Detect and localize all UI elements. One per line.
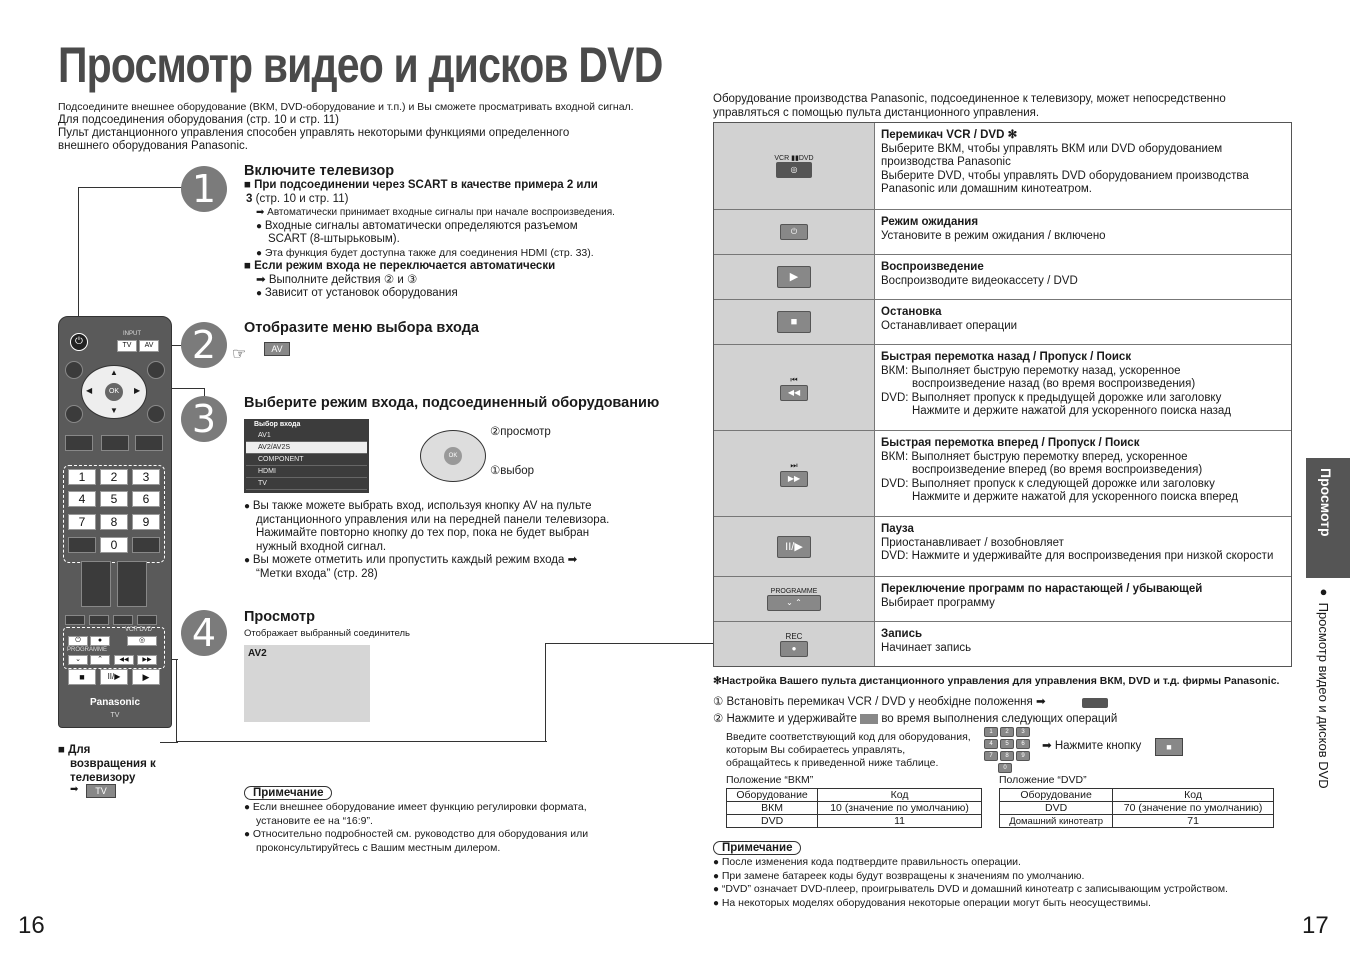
vcr-position-label: Положение “ВКМ”: [726, 774, 814, 786]
page-title: Просмотр видео и дисков DVD: [58, 37, 663, 93]
av-button[interactable]: AV: [139, 340, 159, 352]
table-row: [1000, 802, 1274, 815]
note-text: ● “DVD” означает DVD-плеер, проигрыватель DVD и домашний кинотеатр с записывающим устройством.: [713, 883, 1303, 897]
stop-icon: ■: [1155, 738, 1183, 756]
programme-up-button[interactable]: ⌃: [90, 655, 110, 665]
stop-button[interactable]: ■: [68, 669, 96, 685]
col-header: Код: [1113, 789, 1274, 802]
key-icon: 7: [984, 751, 998, 761]
stop-icon: ■: [777, 311, 811, 333]
function-row: [714, 255, 1291, 300]
step-1-text: ● Входные сигналы автоматически определяются разъемом: [244, 220, 644, 234]
function-title: Перемикач VCR / DVD ✻: [881, 129, 1018, 141]
icon-label: REC: [785, 631, 803, 641]
av-button[interactable]: AV: [264, 342, 290, 356]
icon-label: PROGRAMME: [770, 587, 818, 595]
intro-line: Подсоедините внешнее оборудование (ВКМ, DVD-оборудование и т.п.) и Вы сможете просматривать входной сигнал.: [58, 101, 634, 113]
select-label: ①выбор: [490, 465, 535, 477]
return-to-tv: [58, 743, 156, 785]
setup-heading: ✻Настройка Вашего пульта дистанционного управления для управления ВКМ, DVD и т.д. фирмы Panasonic.: [713, 675, 1280, 687]
volume-rocker[interactable]: [81, 561, 111, 607]
press-button-text: ➡ Нажмите кнопку: [1042, 740, 1142, 752]
step-4-heading: Просмотр: [244, 609, 315, 625]
function-text: производства Panasonic: [881, 156, 1011, 168]
section-side-text: ● Просмотр видео и дисков DVD: [1316, 584, 1331, 789]
step-1-text: 3: [246, 192, 253, 205]
step-3-number: 3: [181, 396, 227, 442]
rec-button[interactable]: ●: [90, 636, 110, 646]
step-1-number: 1: [181, 166, 227, 212]
return-text: ■ Для: [58, 744, 91, 756]
arrow-left-icon: ◀: [86, 386, 93, 395]
remote-button[interactable]: [147, 405, 165, 423]
play-button[interactable]: ▶: [132, 669, 160, 685]
step-3-text: дистанционного управления или на передней панели телевизора.: [256, 513, 610, 526]
section-tab: [1306, 458, 1350, 578]
key-icon: 9: [1016, 751, 1030, 761]
function-text: воспроизведение вперед (во время воспроизведения): [912, 464, 1203, 476]
table-cell: ВКМ: [727, 802, 818, 815]
play-icon: ▶: [777, 266, 811, 288]
remote-button[interactable]: [147, 361, 165, 379]
tv-button[interactable]: TV: [86, 784, 116, 798]
rec-icon: ●: [780, 641, 808, 657]
standby-icon: [860, 714, 878, 724]
step-1-text: SCART (8-штырьковым).: [268, 233, 400, 245]
key-5[interactable]: 5: [100, 491, 128, 507]
right-intro-line: управляться с помощью пульта дистанционного управления.: [713, 106, 1040, 119]
function-row: [714, 345, 1291, 431]
dvd-position-label: Положение “DVD”: [999, 774, 1087, 786]
navigation-pad: [420, 430, 486, 482]
programme-label: PROGRAMME: [67, 647, 108, 653]
arrow-right-icon: ➡: [70, 784, 79, 795]
key-4[interactable]: 4: [68, 491, 96, 507]
remote-button[interactable]: [68, 537, 96, 553]
function-text: Нажмите и держите нажатой для ускоренного поиска вперед: [912, 491, 1238, 503]
remote-button[interactable]: [65, 405, 83, 423]
arrow-up-icon: ▲: [110, 368, 118, 377]
tv-button[interactable]: TV: [117, 340, 137, 352]
step-1-text: ➡ Автоматически принимает входные сигналы при начале воспроизведения.: [256, 207, 615, 218]
dvd-code-table: [999, 788, 1274, 828]
standby-button[interactable]: ⏻: [68, 636, 88, 646]
function-title: Воспроизведение: [881, 261, 984, 273]
input-select-menu: [244, 419, 369, 493]
key-0[interactable]: 0: [100, 537, 128, 553]
key-icon: 2: [1000, 727, 1014, 737]
step-1-text: ■ При подсоединении через SCART в качестве примера 2 или: [244, 179, 598, 191]
note-tag: Примечание: [713, 841, 801, 855]
function-title: Запись: [881, 628, 923, 640]
programme-down-button[interactable]: ⌄: [68, 655, 88, 665]
function-text: воспроизведение назад (во время воспроизведения): [912, 378, 1196, 390]
note-text: ● После изменения кода подтвердите правильность операции.: [713, 856, 1303, 870]
function-row: [714, 300, 1291, 345]
remote-button[interactable]: [137, 615, 157, 625]
ok-button: OK: [444, 447, 462, 465]
function-text: DVD: Выполняет пропуск к следующей дорожке или заголовку: [881, 477, 1215, 490]
menu-item[interactable]: TV: [246, 478, 367, 490]
step-4-text: Отображает выбранный соединитель: [244, 628, 410, 639]
brand-logo: Panasonic: [89, 697, 141, 708]
function-title: Быстрая перемотка назад / Пропуск / Поиск: [881, 351, 1132, 363]
pause-icon: II/▶: [777, 536, 811, 558]
step-1-text: ● Зависит от установок оборудования: [244, 287, 644, 301]
table-cell: Домашний кинотеатр: [1000, 815, 1113, 828]
key-9[interactable]: 9: [132, 514, 160, 530]
key-1[interactable]: 1: [68, 469, 96, 485]
step-3-text: ● Вы также можете выбрать вход, используя кнопку AV на пульте: [244, 500, 644, 514]
setup-step-2: [713, 713, 1117, 727]
setup-text: которым Вы собираетесь управлять,: [726, 744, 906, 756]
function-text: DVD: Нажмите и удерживайте для воспроизведения при низкой скорости: [881, 550, 1274, 562]
col-header: Оборудование: [727, 789, 818, 802]
step-3-heading: Выберите режим входа, подсоединенный оборудованию: [244, 395, 660, 411]
step-4-number: 4: [181, 610, 227, 656]
rewind-icon: ◀◀: [780, 385, 808, 401]
function-title: Переключение программ по нарастающей / убывающей: [881, 583, 1203, 595]
function-table: [713, 122, 1292, 667]
icon-label: ⏭: [790, 460, 798, 470]
return-text: возвращения к: [70, 758, 156, 770]
intro-line: Для подсоединения оборудования (стр. 10 и стр. 11): [58, 114, 339, 126]
step-2-number: 2: [181, 322, 227, 368]
step-3-text: нужный входной сигнал.: [256, 540, 387, 553]
setup-text: ② Нажмите и удерживайте: [713, 713, 857, 725]
remote-button[interactable]: [101, 435, 129, 451]
return-text: телевизору: [70, 772, 136, 784]
hand-pointer-icon: ☞: [232, 346, 247, 363]
pause-button[interactable]: II/▶: [100, 669, 128, 685]
screen-label: AV2: [248, 648, 267, 659]
forward-button[interactable]: ▶▶: [137, 655, 157, 665]
table-cell: 71: [1113, 815, 1274, 828]
function-text: Panasonic или домашним кинотеатром.: [881, 183, 1092, 195]
menu-title: Выбор входа: [254, 421, 301, 428]
view-label: ②просмотр: [490, 426, 551, 438]
note-text: установите ее на “16:9”.: [256, 814, 373, 827]
function-title: Остановка: [881, 306, 942, 318]
ok-button[interactable]: OK: [105, 383, 123, 401]
function-text: DVD: Выполняет пропуск к предыдущей дорожке или заголовку: [881, 391, 1222, 404]
fast-forward-icon: ▶▶: [780, 471, 808, 487]
function-text: Воспроизводите видеокассету / DVD: [881, 274, 1078, 287]
key-icon: 1: [984, 727, 998, 737]
key-3[interactable]: 3: [132, 469, 160, 485]
function-text: Выбирает программу: [881, 596, 995, 609]
intro-line: Пульт дистанционного управления способен управлять некоторыми функциями определенного: [58, 127, 570, 139]
note-text: ● При замене батареек коды будут возвращены к значениям по умолчанию.: [713, 870, 1303, 884]
table-row: [727, 802, 982, 815]
vcr-dvd-switch-icon: ◎: [776, 162, 812, 178]
note-right: [713, 838, 1303, 910]
step-3-text: “Метки входа” (стр. 28): [256, 567, 378, 580]
function-title: Пауза: [881, 523, 914, 535]
menu-item[interactable]: AV1: [246, 430, 367, 442]
vcr-code-table: [726, 788, 982, 828]
key-6[interactable]: 6: [132, 491, 160, 507]
remote-button[interactable]: [89, 615, 109, 625]
remote-button[interactable]: [132, 537, 160, 553]
key-7[interactable]: 7: [68, 514, 96, 530]
step-3-notes: [244, 500, 644, 581]
table-cell: DVD: [1000, 802, 1113, 815]
menu-item-selected[interactable]: AV2/AV2S: [246, 442, 367, 454]
table-row: [1000, 815, 1274, 828]
key-2[interactable]: 2: [100, 469, 128, 485]
menu-item[interactable]: COMPONENT: [246, 454, 367, 466]
enter-code-text: [726, 731, 971, 770]
table-cell: DVD: [727, 815, 818, 828]
intro-line: внешнего оборудования Panasonic.: [58, 140, 248, 152]
note-text: проконсультируйтесь с Вашим местным дилером.: [256, 841, 501, 854]
note-text: ● Относительно подробностей см. руководство для оборудования или: [244, 828, 644, 842]
vcr-dvd-switch[interactable]: ◎: [127, 636, 157, 646]
page-number-left: 16: [18, 912, 45, 939]
setup-text: во время выполнения следующих операций: [881, 713, 1118, 725]
function-row: [714, 577, 1291, 622]
step-3-text: Нажимайте повторно кнопку до тех пор, пока не будет выбран: [256, 527, 590, 539]
icon-label: VCR ▮▮DVD: [774, 155, 814, 162]
key-8[interactable]: 8: [100, 514, 128, 530]
function-text: ВКМ: Выполняет быструю перемотку вперед, ускоренное: [881, 450, 1188, 463]
right-intro: [713, 93, 1293, 120]
function-row: [714, 210, 1291, 255]
col-header: Оборудование: [1000, 789, 1113, 802]
input-label: INPUT: [123, 331, 141, 337]
icon-label: ⏮: [790, 374, 798, 384]
arrow-right-icon: ▶: [134, 386, 141, 395]
remote-button[interactable]: [135, 435, 163, 451]
table-cell: 11: [818, 815, 982, 828]
tv-screen: [244, 645, 370, 722]
function-text: Начинает запись: [881, 641, 972, 654]
standby-icon: ⏻: [780, 224, 808, 240]
keypad-icon: [984, 727, 1030, 773]
function-text: Выберите ВКМ, чтобы управлять ВКМ или DVD оборудованием: [881, 142, 1223, 155]
function-title: Режим ожидания: [881, 216, 979, 228]
menu-item[interactable]: HDMI: [246, 466, 367, 478]
connector-line: [545, 643, 714, 742]
key-icon: 0: [998, 763, 1012, 773]
vcr-dvd-label: VCR DVD: [125, 627, 153, 633]
step-1-text: ● Эта функция будет доступна также для соединения HDMI (стр. 33).: [244, 247, 644, 261]
remote-control: [58, 316, 172, 728]
model-label: TV: [110, 712, 120, 719]
function-text: Останавливает операции: [881, 319, 1018, 332]
table-cell: 10 (значение по умолчанию): [818, 802, 982, 815]
function-title: Быстрая перемотка вперед / Пропуск / Поиск: [881, 437, 1140, 449]
navigation-pad[interactable]: [81, 365, 147, 419]
key-icon: 4: [984, 739, 998, 749]
arrow-down-icon: ▼: [110, 406, 118, 415]
intro-text: [58, 101, 658, 153]
key-icon: 8: [1000, 751, 1014, 761]
step-1-heading: Включите телевизор: [244, 163, 395, 179]
remote-button[interactable]: [113, 615, 133, 625]
note-tag: Примечание: [244, 786, 332, 800]
setup-text: обращайтесь к приведенной ниже таблице.: [726, 757, 939, 769]
rewind-button[interactable]: ◀◀: [114, 655, 134, 665]
step-3-text: ● Вы можете отметить или пропустить каждый режим входа ➡: [244, 554, 644, 568]
remote-button[interactable]: [65, 435, 93, 451]
key-icon: 3: [1016, 727, 1030, 737]
channel-rocker[interactable]: [117, 561, 147, 607]
function-text: Выберите DVD, чтобы управлять DVD оборудованием производства: [881, 169, 1249, 182]
function-row: [714, 622, 1291, 666]
note-text: ● На некоторых моделях оборудования некоторые операции могут быть неосуществимы.: [713, 897, 1303, 911]
key-icon: 5: [1000, 739, 1014, 749]
step-1-text: ➡ Выполните действия ② и ③: [256, 273, 418, 286]
function-text: Установите в режим ожидания / включено: [881, 229, 1106, 242]
setup-step-1: ① Встановіть перемикач VCR / DVD у необхідне положення ➡: [713, 696, 1046, 708]
function-text: Нажмите и держите нажатой для ускоренного поиска назад: [912, 405, 1232, 417]
function-row: [714, 517, 1291, 577]
step-1-text: (стр. 10 и стр. 11): [255, 192, 349, 205]
table-row: [727, 815, 982, 828]
section-tab-label: Просмотр: [1318, 468, 1334, 537]
note-left: [244, 783, 644, 855]
remote-button[interactable]: [65, 361, 83, 379]
function-row: [714, 123, 1291, 210]
function-row: [714, 431, 1291, 517]
setup-text: Введите соответствующий код для оборудования,: [726, 731, 971, 743]
function-text: ВКМ: Выполняет быструю перемотку назад, ускоренное: [881, 364, 1181, 377]
key-icon: 6: [1016, 739, 1030, 749]
step-1-text: ■ Если режим входа не переключается автоматически: [244, 260, 556, 272]
col-header: Код: [818, 789, 982, 802]
page-number-right: 17: [1302, 912, 1329, 939]
step-2-heading: Отобразите меню выбора входа: [244, 320, 479, 336]
step-1: [244, 163, 644, 301]
vcr-dvd-switch-icon: [1082, 698, 1108, 708]
programme-icon: ⌄ ⌃: [767, 595, 821, 611]
remote-button[interactable]: [65, 615, 85, 625]
table-cell: 70 (значение по умолчанию): [1113, 802, 1274, 815]
function-text: Приостанавливает / возобновляет: [881, 536, 1064, 549]
power-button[interactable]: ⏻: [70, 333, 88, 351]
note-text: ● Если внешнее оборудование имеет функцию регулировки формата,: [244, 801, 644, 815]
right-intro-line: Оборудование производства Panasonic, подсоединенное к телевизору, может непосредственно: [713, 93, 1226, 105]
